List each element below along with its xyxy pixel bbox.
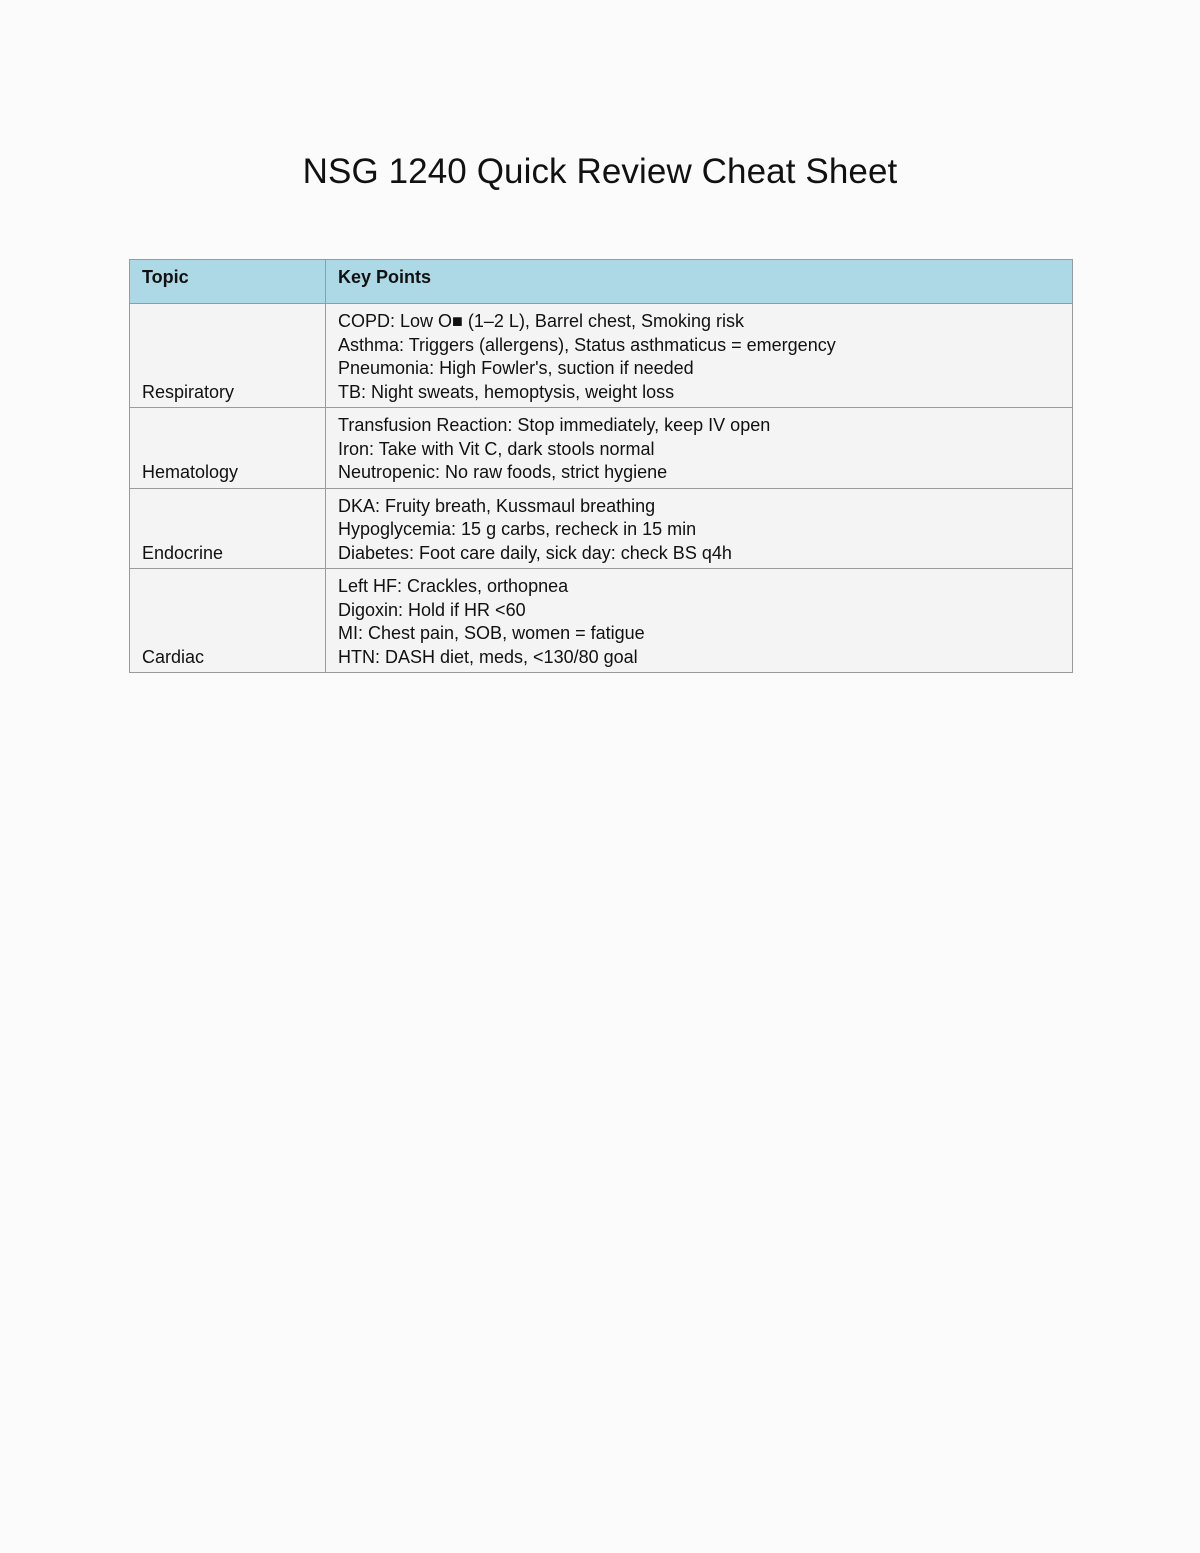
page-title: NSG 1240 Quick Review Cheat Sheet (302, 152, 898, 191)
table-row (130, 569, 1073, 673)
key-point: Transfusion Reaction: Stop immediately, keep IV open (338, 415, 771, 435)
key-point: Asthma: Triggers (allergens), Status asthmaticus = emergency (338, 334, 836, 355)
key-points-cell (326, 488, 1073, 569)
key-point: Left HF: Crackles, orthopnea (338, 576, 569, 596)
key-point: Hypoglycemia: 15 g carbs, recheck in 15 min (338, 519, 697, 539)
table-row (130, 488, 1073, 569)
key-points-cell (326, 408, 1073, 489)
topic-cell: Hematology (130, 408, 326, 489)
review-table (129, 259, 1073, 673)
key-point: Pneumonia: High Fowler's, suction if needed (338, 358, 694, 378)
topic-cell: Cardiac (130, 569, 326, 673)
key-point: Digoxin: Hold if HR <60 (338, 599, 526, 620)
key-point: Iron: Take with Vit C, dark stools normal (338, 438, 655, 459)
key-points-cell (326, 304, 1073, 408)
key-points-cell (326, 569, 1073, 673)
column-header-topic: Topic (130, 260, 326, 304)
table-row (130, 408, 1073, 489)
table-row (130, 304, 1073, 408)
key-point: COPD: Low O■ (1–2 L), Barrel chest, Smoking risk (338, 311, 745, 331)
key-point: MI: Chest pain, SOB, women = fatigue (338, 623, 645, 643)
column-header-key-points: Key Points (326, 260, 1073, 304)
topic-cell: Endocrine (130, 488, 326, 569)
key-point: HTN: DASH diet, meds, <130/80 goal (338, 646, 638, 667)
key-point: Diabetes: Foot care daily, sick day: check BS q4h (338, 542, 732, 563)
key-point: Neutropenic: No raw foods, strict hygiene (338, 462, 668, 482)
topic-cell: Respiratory (130, 304, 326, 408)
key-point: TB: Night sweats, hemoptysis, weight loss (338, 381, 675, 402)
key-point: DKA: Fruity breath, Kussmaul breathing (338, 495, 656, 516)
table-header-row (130, 260, 1073, 304)
